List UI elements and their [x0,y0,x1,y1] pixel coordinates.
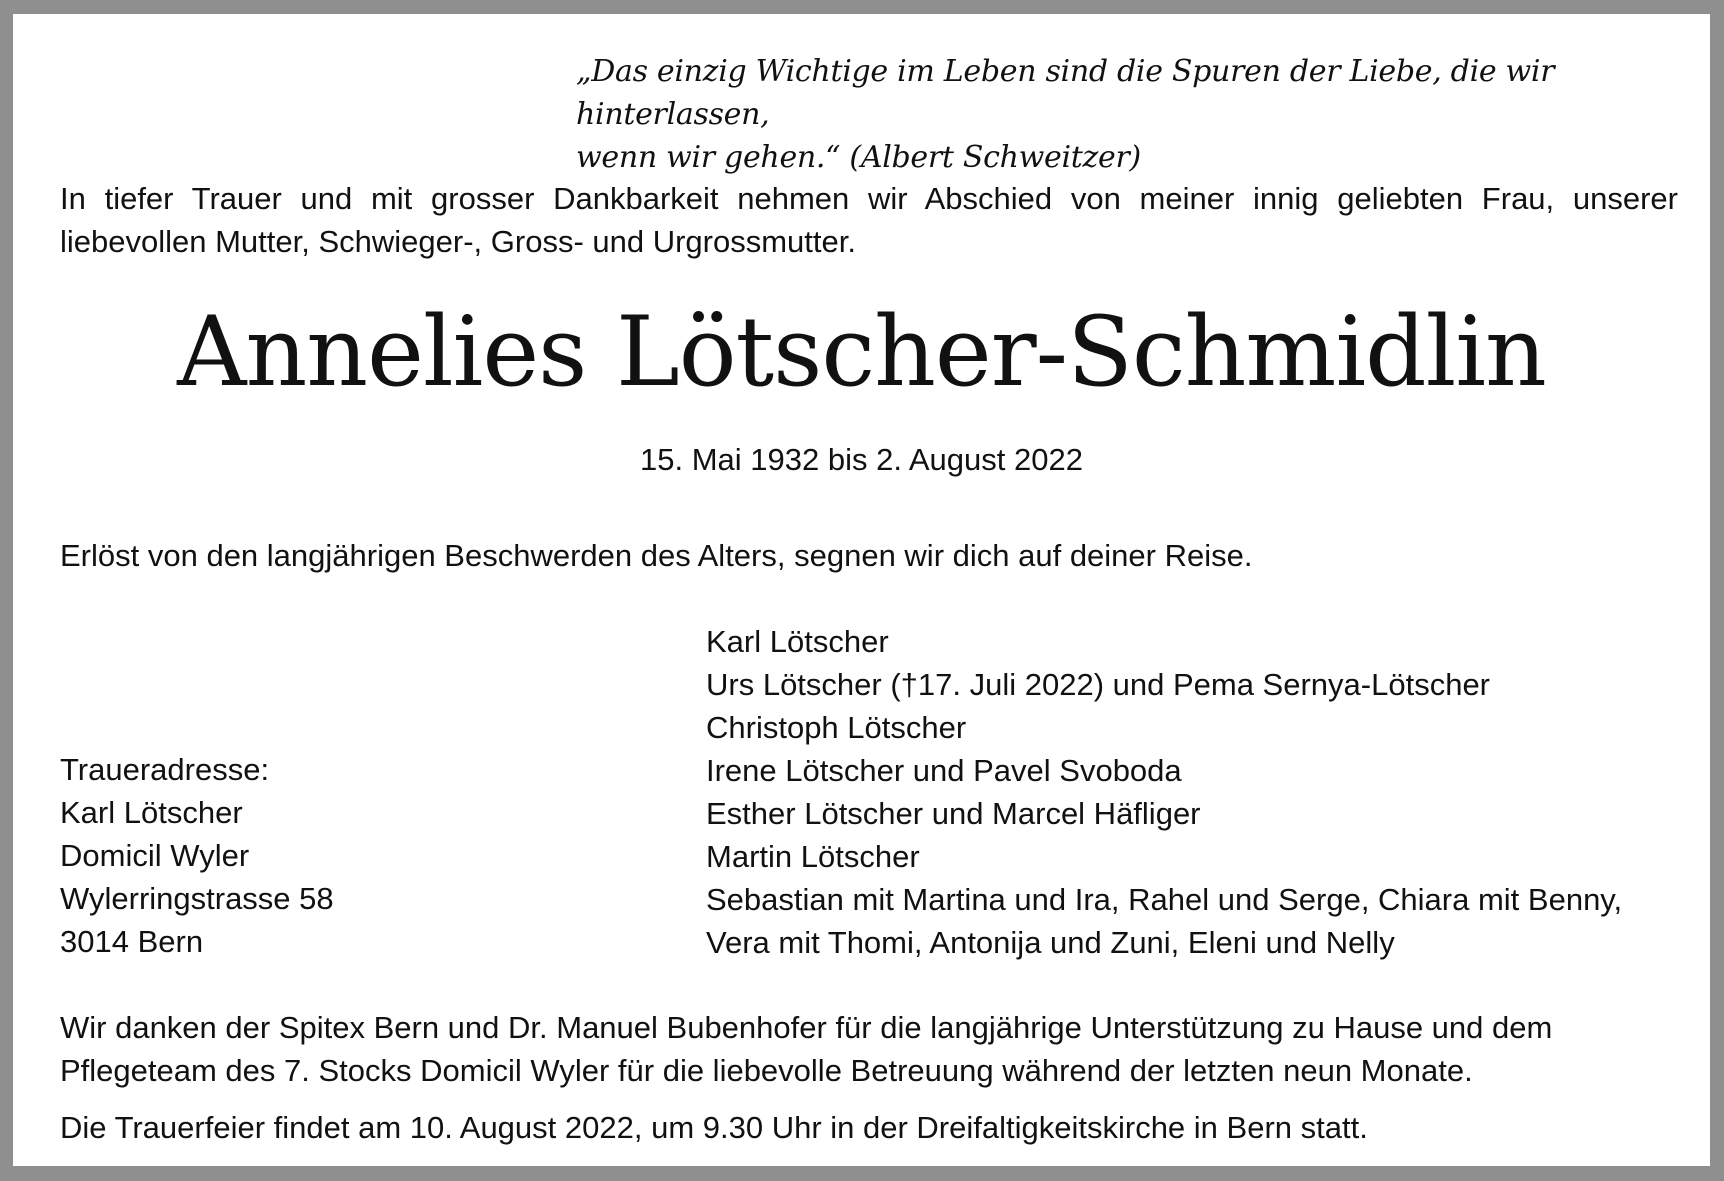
family-line: Irene Lötscher und Pavel Svoboda [706,753,1182,788]
family-line: Urs Lötscher (†17. Juli 2022) und Pema Sernya-Lötscher [706,667,1491,702]
released-text: Erlöst von den langjährigen Beschwerden des Alters, segnen wir dich auf deiner Reise. [60,538,1253,573]
family-line: Karl Lötscher [706,624,889,659]
address-line: Traueradresse: [60,752,270,787]
obituary-notice [13,14,1710,1166]
family-line: Vera mit Thomi, Antonija und Zuni, Eleni und Nelly [706,925,1395,960]
quote-line: „Das einzig Wichtige im Leben sind die Spuren der Liebe, die wir hinterlassen, [576,54,1555,132]
quote [576,50,1686,179]
intro-text: In tiefer Trauer und mit grosser Dankbarkeit nehmen wir Abschied von meiner innig geliebten Frau, unserer liebevollen Mutter, Schwieger-, Gross- und Urgrossmutter. [60,181,1678,259]
thanks-line: Pflegeteam des 7. Stocks Domicil Wyler für die liebevolle Betreuung während der letzten neun Monate. [60,1053,1473,1088]
address-line: 3014 Bern [60,924,204,959]
family-line: Martin Lötscher [706,839,920,874]
mourning-address [60,748,660,963]
address-line: Wylerringstrasse 58 [60,881,334,916]
family-line: Sebastian mit Martina und Ira, Rahel und Serge, Chiara mit Benny, [706,882,1623,917]
ceremony-text: Die Trauerfeier findet am 10. August 2022, um 9.30 Uhr in der Dreifaltigkeitskirche in Bern statt. [60,1110,1368,1145]
thanks-line: Wir danken der Spitex Bern und Dr. Manuel Bubenhofer für die langjährige Unterstützung zu Hause und dem [60,1010,1553,1045]
family-line: Christoph Lötscher [706,710,967,745]
family-line: Esther Lötscher und Marcel Häfliger [706,796,1201,831]
quote-line: wenn wir gehen.“ (Albert Schweitzer) [576,140,1141,175]
thanks-text [60,1006,1678,1092]
address-line: Karl Lötscher [60,795,243,830]
deceased-name: Annelies Lötscher-Schmidlin [177,296,1546,408]
address-line: Domicil Wyler [60,838,250,873]
life-dates: 15. Mai 1932 bis 2. August 2022 [640,442,1083,477]
family-list [706,620,1686,964]
